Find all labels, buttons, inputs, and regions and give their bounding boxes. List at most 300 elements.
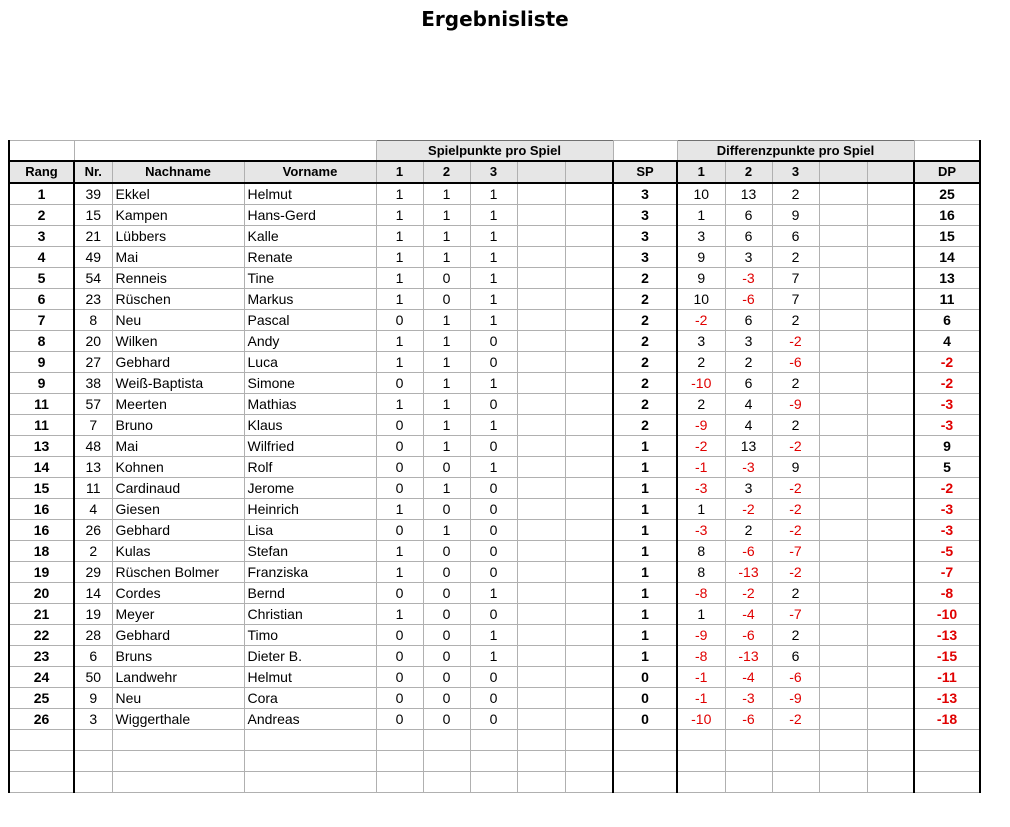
empty-cell — [565, 373, 613, 394]
spiel-1-cell: 1 — [376, 247, 423, 268]
spiel-3-cell: 0 — [470, 604, 517, 625]
empty-cell — [867, 751, 914, 772]
vorname-cell: Helmut — [244, 183, 376, 205]
nr-cell: 26 — [74, 520, 112, 541]
vorname-cell: Kalle — [244, 226, 376, 247]
empty-cell — [819, 268, 867, 289]
empty-cell — [677, 751, 725, 772]
diff-3-cell: -2 — [772, 436, 819, 457]
header-empty — [867, 161, 914, 183]
diff-2-cell: 6 — [725, 310, 772, 331]
table-row — [9, 310, 980, 331]
diff-3-cell: 6 — [772, 226, 819, 247]
nr-cell: 29 — [74, 562, 112, 583]
empty-cell — [517, 688, 565, 709]
spiel-3-cell: 0 — [470, 499, 517, 520]
empty-cell — [565, 625, 613, 646]
spiel-2-cell: 1 — [423, 310, 470, 331]
empty-cell — [565, 394, 613, 415]
table-row — [9, 709, 980, 730]
empty-cell — [867, 457, 914, 478]
diff-2-cell: -3 — [725, 457, 772, 478]
empty-cell — [819, 772, 867, 793]
rang-cell: 3 — [9, 226, 74, 247]
empty-cell — [517, 751, 565, 772]
empty-cell — [772, 772, 819, 793]
vorname-cell: Pascal — [244, 310, 376, 331]
empty-cell — [517, 205, 565, 226]
empty-cell — [867, 541, 914, 562]
vorname-cell: Andy — [244, 331, 376, 352]
diff-2-cell: 13 — [725, 436, 772, 457]
nr-cell: 49 — [74, 247, 112, 268]
rang-cell: 25 — [9, 688, 74, 709]
empty-cell — [819, 688, 867, 709]
nr-cell: 4 — [74, 499, 112, 520]
diff-2-cell: -3 — [725, 688, 772, 709]
diff-3-cell: 2 — [772, 183, 819, 205]
empty-cell — [517, 247, 565, 268]
empty-cell — [867, 709, 914, 730]
empty-cell — [819, 436, 867, 457]
spiel-1-cell: 0 — [376, 436, 423, 457]
sp-cell: 1 — [613, 499, 677, 520]
sp-cell: 2 — [613, 373, 677, 394]
nr-cell: 14 — [74, 583, 112, 604]
diff-1-cell: -8 — [677, 583, 725, 604]
dp-cell: -11 — [914, 667, 980, 688]
table-row — [9, 436, 980, 457]
spiel-1-cell: 1 — [376, 268, 423, 289]
diff-3-cell: -7 — [772, 604, 819, 625]
nr-cell: 9 — [74, 688, 112, 709]
spiel-1-cell: 0 — [376, 688, 423, 709]
dp-cell: 25 — [914, 183, 980, 205]
spiel-1-cell: 0 — [376, 583, 423, 604]
nr-cell: 27 — [74, 352, 112, 373]
empty-cell — [677, 730, 725, 751]
vorname-cell: Helmut — [244, 667, 376, 688]
spiel-3-cell: 0 — [470, 331, 517, 352]
rang-cell: 11 — [9, 415, 74, 436]
spiel-3-cell: 0 — [470, 436, 517, 457]
empty-cell — [819, 751, 867, 772]
empty-cell — [867, 667, 914, 688]
spiel-3-cell: 1 — [470, 583, 517, 604]
vorname-cell: Heinrich — [244, 499, 376, 520]
empty-cell — [819, 625, 867, 646]
vorname-cell: Tine — [244, 268, 376, 289]
spiel-1-cell: 0 — [376, 373, 423, 394]
table-row — [9, 205, 980, 226]
sp-cell: 3 — [613, 183, 677, 205]
table-row — [9, 415, 980, 436]
spiel-3-cell: 1 — [470, 310, 517, 331]
diff-1-cell: -2 — [677, 310, 725, 331]
diff-1-cell: -3 — [677, 478, 725, 499]
empty-cell — [74, 772, 112, 793]
vorname-cell: Christian — [244, 604, 376, 625]
vorname-cell: Luca — [244, 352, 376, 373]
empty-cell — [517, 667, 565, 688]
spiel-2-cell: 0 — [423, 688, 470, 709]
empty-cell — [517, 436, 565, 457]
spiel-1-cell: 0 — [376, 478, 423, 499]
sp-cell: 1 — [613, 478, 677, 499]
empty-row — [9, 772, 980, 793]
dp-cell: -7 — [914, 562, 980, 583]
spiel-1-cell: 1 — [376, 289, 423, 310]
empty-cell — [376, 751, 423, 772]
empty-cell — [819, 457, 867, 478]
table-row — [9, 247, 980, 268]
empty-cell — [565, 646, 613, 667]
table-row — [9, 478, 980, 499]
dp-cell: -10 — [914, 604, 980, 625]
nachname-cell: Mai — [112, 436, 244, 457]
empty-cell — [677, 772, 725, 793]
nachname-cell: Weiß-Baptista — [112, 373, 244, 394]
diff-3-cell: -9 — [772, 394, 819, 415]
empty-cell — [74, 730, 112, 751]
nachname-cell: Meyer — [112, 604, 244, 625]
rang-cell: 16 — [9, 499, 74, 520]
empty-cell — [819, 667, 867, 688]
empty-cell — [565, 772, 613, 793]
diff-3-cell: 6 — [772, 646, 819, 667]
nachname-cell: Gebhard — [112, 352, 244, 373]
spiel-3-cell: 0 — [470, 541, 517, 562]
diff-2-cell: -6 — [725, 289, 772, 310]
spiel-1-cell: 0 — [376, 520, 423, 541]
spiel-1-cell: 0 — [376, 457, 423, 478]
diff-1-cell: -9 — [677, 415, 725, 436]
empty-cell — [112, 730, 244, 751]
dp-cell: -3 — [914, 415, 980, 436]
empty-cell — [867, 373, 914, 394]
empty-cell — [914, 772, 980, 793]
header-empty — [565, 161, 613, 183]
vorname-cell: Franziska — [244, 562, 376, 583]
nr-cell: 23 — [74, 289, 112, 310]
rang-cell: 22 — [9, 625, 74, 646]
spiel-1-cell: 0 — [376, 415, 423, 436]
nr-cell: 3 — [74, 709, 112, 730]
diff-2-cell: -13 — [725, 646, 772, 667]
rang-cell: 24 — [9, 667, 74, 688]
spiel-2-cell: 0 — [423, 667, 470, 688]
dp-cell: -3 — [914, 394, 980, 415]
spiel-3-cell: 1 — [470, 289, 517, 310]
empty-cell — [517, 772, 565, 793]
table-row — [9, 688, 980, 709]
spiel-3-cell: 1 — [470, 268, 517, 289]
spiel-3-cell: 1 — [470, 226, 517, 247]
empty-cell — [517, 709, 565, 730]
table-row — [9, 520, 980, 541]
diff-1-cell: -9 — [677, 625, 725, 646]
spiel-3-cell: 1 — [470, 205, 517, 226]
empty-cell — [565, 226, 613, 247]
sp-cell: 1 — [613, 436, 677, 457]
empty-cell — [517, 226, 565, 247]
spiel-1-cell: 1 — [376, 499, 423, 520]
diff-3-cell: 7 — [772, 268, 819, 289]
diff-2-cell: -6 — [725, 625, 772, 646]
empty-cell — [914, 751, 980, 772]
dp-cell: 15 — [914, 226, 980, 247]
empty-cell — [819, 730, 867, 751]
empty-cell — [565, 352, 613, 373]
rang-cell: 8 — [9, 331, 74, 352]
nachname-cell: Neu — [112, 688, 244, 709]
sp-cell: 1 — [613, 562, 677, 583]
empty-cell — [517, 625, 565, 646]
rang-cell: 21 — [9, 604, 74, 625]
diff-1-cell: -1 — [677, 457, 725, 478]
empty-cell — [565, 520, 613, 541]
nachname-cell: Rüschen — [112, 289, 244, 310]
diff-2-cell: 3 — [725, 478, 772, 499]
sp-cell: 1 — [613, 520, 677, 541]
sp-cell: 3 — [613, 226, 677, 247]
nachname-cell: Cardinaud — [112, 478, 244, 499]
rang-cell: 26 — [9, 709, 74, 730]
empty-cell — [470, 730, 517, 751]
dp-cell: -15 — [914, 646, 980, 667]
sp-cell: 2 — [613, 268, 677, 289]
diff-1-cell: 1 — [677, 499, 725, 520]
vorname-cell: Timo — [244, 625, 376, 646]
diff-3-cell: 9 — [772, 457, 819, 478]
table-row — [9, 289, 980, 310]
header-diff-1: 1 — [677, 161, 725, 183]
spiel-2-cell: 0 — [423, 646, 470, 667]
nr-cell: 15 — [74, 205, 112, 226]
header-nachname: Nachname — [112, 161, 244, 183]
empty-cell — [517, 373, 565, 394]
dp-cell: -8 — [914, 583, 980, 604]
diff-2-cell: -2 — [725, 499, 772, 520]
nachname-cell: Wilken — [112, 331, 244, 352]
empty-cell — [867, 436, 914, 457]
header-diff-2: 2 — [725, 161, 772, 183]
diff-3-cell: -2 — [772, 331, 819, 352]
spiel-3-cell: 1 — [470, 373, 517, 394]
diff-2-cell: 3 — [725, 247, 772, 268]
empty-cell — [867, 331, 914, 352]
sp-cell: 3 — [613, 205, 677, 226]
header-dp: DP — [914, 161, 980, 183]
nr-cell: 20 — [74, 331, 112, 352]
spiel-1-cell: 0 — [376, 667, 423, 688]
spiel-2-cell: 1 — [423, 205, 470, 226]
diff-1-cell: 8 — [677, 541, 725, 562]
empty-cell — [517, 268, 565, 289]
empty-row — [9, 730, 980, 751]
differenzpunkte-group-header: Differenzpunkte pro Spiel — [677, 141, 914, 162]
empty-cell — [565, 478, 613, 499]
rang-cell: 11 — [9, 394, 74, 415]
spiel-3-cell: 0 — [470, 478, 517, 499]
table-row — [9, 373, 980, 394]
rang-cell: 14 — [9, 457, 74, 478]
diff-1-cell: 2 — [677, 394, 725, 415]
diff-1-cell: -2 — [677, 436, 725, 457]
spiel-1-cell: 1 — [376, 352, 423, 373]
empty-cell — [517, 499, 565, 520]
table-row — [9, 226, 980, 247]
spiel-2-cell: 0 — [423, 625, 470, 646]
page-title: Ergebnisliste — [421, 7, 569, 31]
spiel-3-cell: 0 — [470, 394, 517, 415]
diff-1-cell: 9 — [677, 268, 725, 289]
empty-cell — [244, 730, 376, 751]
table-row — [9, 394, 980, 415]
nachname-cell: Rüschen Bolmer — [112, 562, 244, 583]
diff-3-cell: -2 — [772, 709, 819, 730]
nr-cell: 8 — [74, 310, 112, 331]
vorname-cell: Klaus — [244, 415, 376, 436]
table-row — [9, 499, 980, 520]
diff-3-cell: 2 — [772, 625, 819, 646]
rang-cell: 5 — [9, 268, 74, 289]
spiel-1-cell: 1 — [376, 205, 423, 226]
empty-cell — [867, 268, 914, 289]
diff-3-cell: 2 — [772, 310, 819, 331]
header-diff-3: 3 — [772, 161, 819, 183]
group-header-row — [9, 141, 980, 162]
empty-cell — [517, 415, 565, 436]
sp-cell: 3 — [613, 247, 677, 268]
spiel-2-cell: 0 — [423, 289, 470, 310]
empty-cell — [867, 625, 914, 646]
spielpunkte-group-header: Spielpunkte pro Spiel — [376, 141, 613, 162]
dp-cell: 16 — [914, 205, 980, 226]
empty-cell — [867, 583, 914, 604]
diff-1-cell: -1 — [677, 667, 725, 688]
spiel-2-cell: 0 — [423, 709, 470, 730]
spiel-2-cell: 1 — [423, 520, 470, 541]
empty-cell — [112, 772, 244, 793]
empty-cell — [244, 772, 376, 793]
header-spiel-2: 2 — [423, 161, 470, 183]
diff-2-cell: -6 — [725, 709, 772, 730]
nachname-cell: Ekkel — [112, 183, 244, 205]
empty-cell — [819, 499, 867, 520]
rang-cell: 13 — [9, 436, 74, 457]
header-sp: SP — [613, 161, 677, 183]
diff-2-cell: 2 — [725, 520, 772, 541]
empty-cell — [867, 289, 914, 310]
empty-cell — [9, 730, 74, 751]
diff-3-cell: 2 — [772, 415, 819, 436]
sp-cell: 1 — [613, 604, 677, 625]
vorname-cell: Renate — [244, 247, 376, 268]
spiel-1-cell: 0 — [376, 625, 423, 646]
spiel-1-cell: 1 — [376, 226, 423, 247]
empty-cell — [565, 688, 613, 709]
empty-cell — [867, 478, 914, 499]
spiel-2-cell: 0 — [423, 457, 470, 478]
spiel-1-cell: 1 — [376, 394, 423, 415]
table-row — [9, 352, 980, 373]
empty-cell — [517, 352, 565, 373]
table-row — [9, 541, 980, 562]
header-empty — [517, 161, 565, 183]
vorname-cell: Stefan — [244, 541, 376, 562]
empty-cell — [565, 183, 613, 205]
empty-cell — [565, 415, 613, 436]
header-empty — [819, 161, 867, 183]
spiel-2-cell: 0 — [423, 268, 470, 289]
spiel-3-cell: 1 — [470, 646, 517, 667]
diff-1-cell: -10 — [677, 709, 725, 730]
diff-2-cell: 4 — [725, 394, 772, 415]
diff-3-cell: 2 — [772, 373, 819, 394]
dp-cell: -3 — [914, 520, 980, 541]
sp-cell: 1 — [613, 457, 677, 478]
nachname-cell: Kulas — [112, 541, 244, 562]
sp-cell: 1 — [613, 583, 677, 604]
spiel-1-cell: 1 — [376, 183, 423, 205]
nr-cell: 28 — [74, 625, 112, 646]
spiel-2-cell: 1 — [423, 373, 470, 394]
nr-cell: 11 — [74, 478, 112, 499]
empty-cell — [867, 604, 914, 625]
dp-cell: -2 — [914, 373, 980, 394]
diff-1-cell: -3 — [677, 520, 725, 541]
vorname-cell: Rolf — [244, 457, 376, 478]
empty-cell — [613, 730, 677, 751]
empty-cell — [74, 751, 112, 772]
empty-cell — [819, 709, 867, 730]
spiel-1-cell: 0 — [376, 646, 423, 667]
spiel-1-cell: 1 — [376, 562, 423, 583]
diff-1-cell: -8 — [677, 646, 725, 667]
empty-cell — [867, 247, 914, 268]
header-rang: Rang — [9, 161, 74, 183]
vorname-cell: Wilfried — [244, 436, 376, 457]
spiel-3-cell: 0 — [470, 352, 517, 373]
empty-cell — [517, 520, 565, 541]
diff-2-cell: -4 — [725, 604, 772, 625]
vorname-cell: Bernd — [244, 583, 376, 604]
rang-cell: 2 — [9, 205, 74, 226]
diff-3-cell: -2 — [772, 499, 819, 520]
spiel-2-cell: 0 — [423, 562, 470, 583]
diff-3-cell: -9 — [772, 688, 819, 709]
empty-cell — [867, 415, 914, 436]
diff-3-cell: 2 — [772, 247, 819, 268]
vorname-cell: Lisa — [244, 520, 376, 541]
spiel-3-cell: 0 — [470, 667, 517, 688]
sp-cell: 0 — [613, 688, 677, 709]
empty-cell — [867, 730, 914, 751]
empty-cell — [517, 562, 565, 583]
dp-cell: 4 — [914, 331, 980, 352]
sp-cell: 2 — [613, 352, 677, 373]
spiel-3-cell: 1 — [470, 457, 517, 478]
spiel-2-cell: 0 — [423, 604, 470, 625]
spiel-3-cell: 0 — [470, 688, 517, 709]
nr-cell: 54 — [74, 268, 112, 289]
empty-cell — [867, 562, 914, 583]
sp-cell: 2 — [613, 310, 677, 331]
dp-cell: -13 — [914, 625, 980, 646]
vorname-cell: Dieter B. — [244, 646, 376, 667]
spiel-2-cell: 1 — [423, 331, 470, 352]
